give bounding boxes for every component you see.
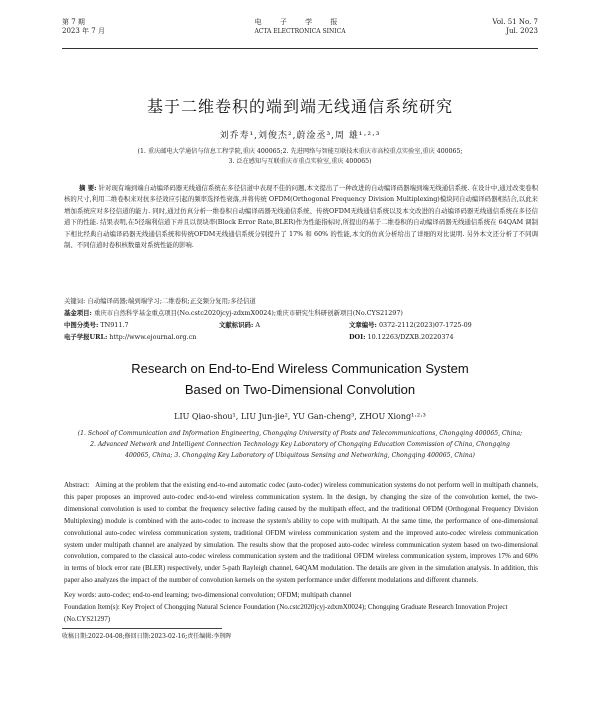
title-en-line: Research on End-to-End Wireless Communication System (131, 361, 469, 376)
doc-code (219, 320, 260, 330)
header-rule (62, 48, 538, 49)
fund-cn (64, 308, 538, 318)
doc-code-value: A (255, 321, 260, 329)
doi-label: DOI: (349, 333, 366, 341)
affiliation-cn-line: 3. 泛在感知与互联重庆市重点实验室,重庆 400065) (228, 158, 372, 165)
doi (349, 332, 454, 342)
doi-value: 10.12263/DZXB.20220374 (367, 333, 454, 341)
url-label: 电子学报URL: (64, 333, 108, 341)
journal-name-cn: 电 子 学 报 (254, 18, 346, 26)
keywords-cn-label: 关键词: (64, 297, 86, 305)
doc-code-label: 文献标识码: (219, 321, 254, 329)
fund-en (64, 602, 538, 625)
keywords-cn (64, 296, 538, 307)
title-cn: 基于二维卷积的端到端无线通信系统研究 (146, 97, 453, 116)
url-row (64, 332, 538, 342)
header-right (492, 18, 538, 36)
url-value: http://www.ejournal.org.cn (109, 333, 197, 341)
fund-cn-text: 重庆市自然科学基金重点项目(No.cstc2020jcyj-zdxmX0024);重庆市研究生科研创新项目(No.CYS21297) (93, 309, 403, 317)
keywords-en (64, 590, 538, 601)
keywords-en-label: Key words: (64, 591, 97, 599)
abstract-en (64, 480, 538, 587)
abstract-cn (64, 183, 538, 251)
affiliation-en-line: 2. Advanced Network and Intelligent Connection Technology Key Laboratory of Chongqing Education Commission of China, Chongqing (90, 441, 510, 448)
header-center (62, 18, 538, 36)
title-en (0, 358, 600, 400)
article-no (349, 320, 472, 330)
keywords-cn-text: 自动编译码器;端到端学习;二维卷积;正交频分复用;多径信道 (87, 297, 256, 305)
affiliations-en (70, 428, 530, 461)
classification-row (64, 320, 538, 330)
journal-name-en: ACTA ELECTRONICA SINICA (254, 28, 346, 35)
keywords-en-text: auto-codec; end-to-end learning; two-dimensional convolution; OFDM; multipath channel (98, 591, 352, 599)
fund-cn-label: 基金项目: (64, 309, 92, 317)
clc-label: 中图分类号: (64, 321, 99, 329)
affiliations-cn (70, 147, 530, 167)
clc-value: TN911.7 (100, 321, 129, 329)
abstract-cn-label: 摘 要: (79, 184, 97, 192)
title-en-line: Based on Two-Dimensional Convolution (184, 382, 416, 397)
issue-cn: 第 7 期 (62, 18, 85, 26)
volume-number: Vol. 51 No. 7 (492, 18, 538, 26)
running-header (62, 18, 538, 44)
fund-en-label: Foundation Item(s): (64, 603, 120, 611)
footnote-received: 收稿日期:2022-04-08;修回日期:2023-02-16;责任编辑:李荆晖 (62, 633, 232, 640)
article-no-value: 0372-2112(2023)07-1725-09 (378, 321, 472, 329)
date-en: Jul. 2023 (506, 27, 538, 35)
affiliation-en-line: 400065, China; 3. Chongqing Key Laboratory of Ubiquitous Sensing and Networking, Chongqing 400065, China) (125, 452, 475, 459)
fund-en-text: Key Project of Chongqing Natural Science Foundation (No.cstc2020jcyj-zdxmX0024); Chongqing Graduate Research Innovation Project (No.CYS21297) (64, 603, 508, 623)
affiliation-en-line: (1. School of Communication and Information Engineering, Chongqing University of Posts and Telecommunications, Chongqing 400065, China; (77, 430, 523, 437)
abstract-cn-text: 针对现有端到端自动编译码器无线通信系统在多径信道中表现不佳的问题,本文提出了一种改进的自动编译码器端到端无线通信系统. 在设计中,通过改变卷积核的尺寸,利用二维卷积来对抗多径效应引起的频率选择性衰落,并将传统 OFDM(Orthogonal Frequency Division Multiplexing)模块同自动编译码器相结合,以此来增加系统应对多径信道的能力. 同时,通过仿真分析一维卷积自动编译码器无线通信系统、传统OFDM无线通信系统以及本文改进的自动编译码器无线通信系统在多径信道下的性能. 结果表明,在5径瑞利信道下并且以误块率(Block Error Rate,BLER)作为性能指标时,所提出的基于二维卷积的自动编译码器无线通信系统在 64QAM 调制下相比经典自动编译码器无线通信系统和传统OFDM无线通信系统分别提升了 17% 和 60% 的性能,本文的仿真分析给出了详细的对比说明. 另外本文还分析了不同调制、不同信道时卷积核数量对系统性能的影响. (64, 184, 538, 250)
date-cn: 2023 年 7 月 (62, 27, 105, 35)
article-no-label: 文章编号: (349, 321, 377, 329)
affiliation-cn-line: (1. 重庆邮电大学通信与信息工程学院,重庆 400065;2. 先进网络与智能互联技术重庆市高校重点实验室,重庆 400065; (137, 148, 463, 155)
authors-en: LIU Qiao-shou¹, LIU Jun-jie², YU Gan-cheng³, ZHOU Xiong¹·²·³ (174, 412, 426, 421)
abstract-en-text: Aiming at the problem that the existing end-to-end automatic codec (auto-codec) wireless communication systems do not perform well in multipath channels, this paper proposes an improved auto-codec end-to-end wireless communication system. In the design, by changing the size of the convolution kernel, the two-dimensional convolution is used to combat the frequency selective fading caused by the multipath effect, and the traditional OFDM (Orthogonal Frequency Division Multiplexing) module is combined with the auto-codec to increase the system's ability to cope with multipath. At the same time, the performance of one-dimensional convolutional auto-codec wireless communication system, traditional OFDM wireless communication system and the improved auto-codec wireless communication system under multipath channel are analyzed by simulation. The results show that the proposed auto-codec wireless communication system based on two-dimensional convolution, compared to the classical auto-codec wireless communication system and the traditional OFDM wireless communication system, improves 17% and 60% in terms of block error rate (BLER) respectively, under 5-path Rayleigh channel, 64QAM modulation. The details are given in the simulation analysis. In addition, this paper also analyzes the impact of the number of convolution kernels on the system performance under different modulations and different channels. (64, 481, 538, 585)
authors-cn: 刘乔寿¹,刘俊杰²,蔚淦丞³,周 雄¹·²·³ (219, 131, 381, 141)
footnote-rule (62, 628, 222, 629)
abstract-en-label: Abstract: (64, 481, 90, 489)
